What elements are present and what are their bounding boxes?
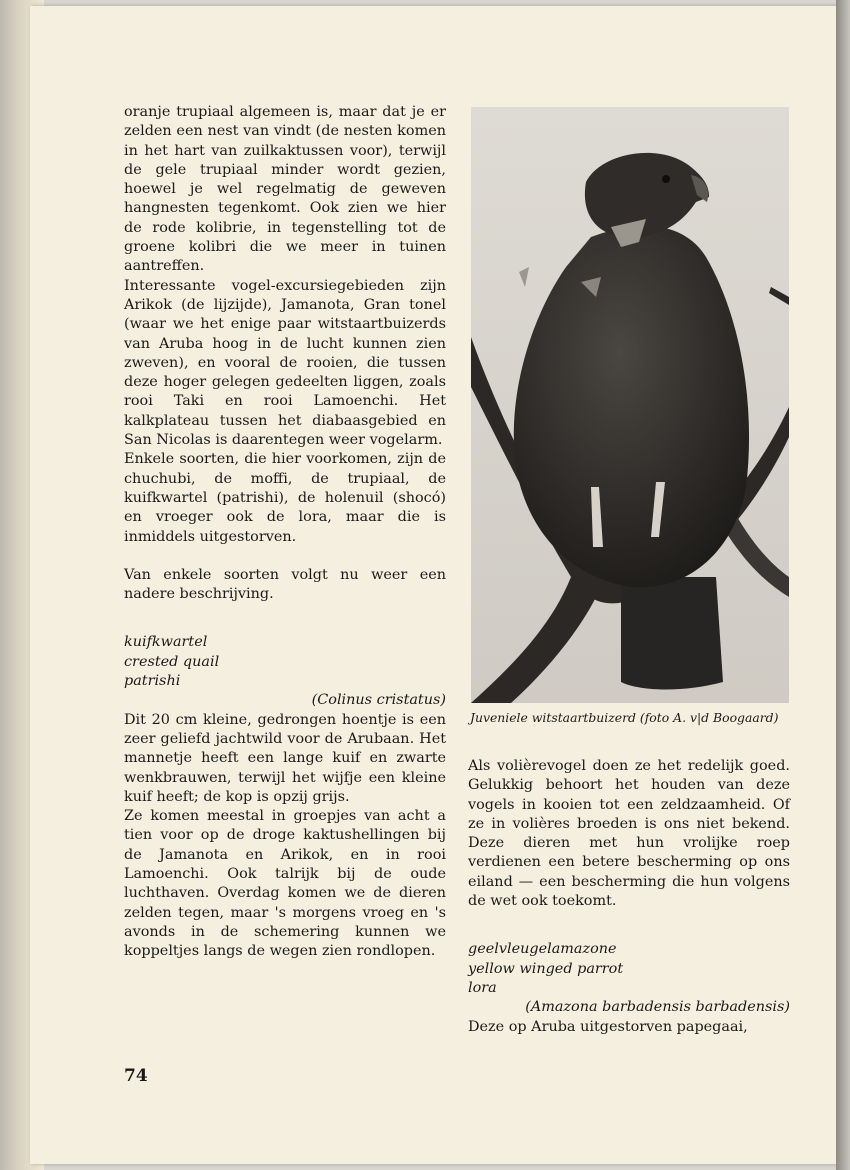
paragraph-papegaai: Deze op Aruba uitgestorven papegaai, <box>468 1018 748 1035</box>
paragraph-volierevogel: Als volièrevogel doen ze het redelijk goed. Gelukkig behoort het houden van deze vogels in kooien tot een zeldzaamheid. Of ze in volières broeden is ons niet bekend. Deze dieren met hun vrolijke roep verdienen een betere bescherming op ons eiland — een bescherming die hun volgens de wet ook toekomt. <box>468 758 790 910</box>
species-dutch-name: kuifkwartel <box>124 634 208 651</box>
bird-photo <box>471 107 789 703</box>
species-english-name: yellow winged parrot <box>468 960 624 977</box>
left-column <box>124 103 446 961</box>
paragraph-oranje-trupiaal: oranje trupiaal algemeen is, maar dat je er zelden een nest van vindt (de nesten komen in het hart van zuilkaktussen voor), terwijl de gele trupiaal minder wordt gezien, hoewel je wel regelmatig de geweven hangnesten tegenkomt. Ook zien we hier de rode kolibrie, in tegenstelling tot de groene kolibri die we meer in tuinen aantreffen. <box>124 104 446 275</box>
scan-right-edge <box>836 0 850 1170</box>
paragraph-excursiegebieden: Interessante vogel-excursiegebieden zijn Arikok (de lijzijde), Jamanota, Gran tonel (waar we het enige paar witstaartbuizerds van Aruba hoog in de lucht kunnen zien zweven), en vooral de rooien, die tussen deze hoger gelegen gedeelten liggen, zoals rooi Taki en rooi Lamoenchi. Het kalkplateau tussen het diabaasgebied en San Nicolas is daarentegen weer vogelarm. <box>124 277 446 449</box>
paragraph-enkele-soorten: Enkele soorten, die hier voorkomen, zijn de chuchubi, de moffi, de trupiaal, de kuifkwartel (patrishi), de holenuil (shocó) en vroeger ook de lora, maar die is inmiddels uitgestorven. <box>124 451 446 545</box>
bird-of-prey-icon <box>471 107 789 703</box>
page-number: 74 <box>124 1066 148 1086</box>
paragraph-nadere-beschrijving: Van enkele soorten volgt nu weer een nadere beschrijving. <box>124 566 446 603</box>
species-dutch-name: geelvleugelamazone <box>468 941 617 958</box>
paragraph-groepjes: Ze komen meestal in groepjes van acht a tien voor op de droge kaktushellingen bij de Jamanota en Arikok, en in rooi Lamoenchi. Ook talrijk bij de oude luchthaven. Overdag komen we de dieren zelden tegen, maar 's morgens vroeg en 's avonds in de schemering kunnen we koppeltjes langs de wegen zien rondlopen. <box>124 808 446 960</box>
species-latin-name: (Amazona barbadensis barbadensis) <box>525 999 790 1016</box>
paragraph-hoentje: Dit 20 cm kleine, gedrongen hoentje is een zeer geliefd jachtwild voor de Arubaan. Het mannetje heeft een lange kuif en zwarte wenkbrauwen, terwijl het wijfje een kleine kuif heeft; de kop is opzij grijs. <box>124 711 446 805</box>
species-local-name: lora <box>468 979 497 996</box>
species-latin-name: (Colinus cristatus) <box>311 692 446 709</box>
species-local-name: patrishi <box>124 673 181 690</box>
right-column <box>468 757 790 1037</box>
species-english-name: crested quail <box>124 653 220 670</box>
photo-caption: Juveniele witstaartbuizerd (foto A. v|d Boogaard) <box>470 710 779 725</box>
